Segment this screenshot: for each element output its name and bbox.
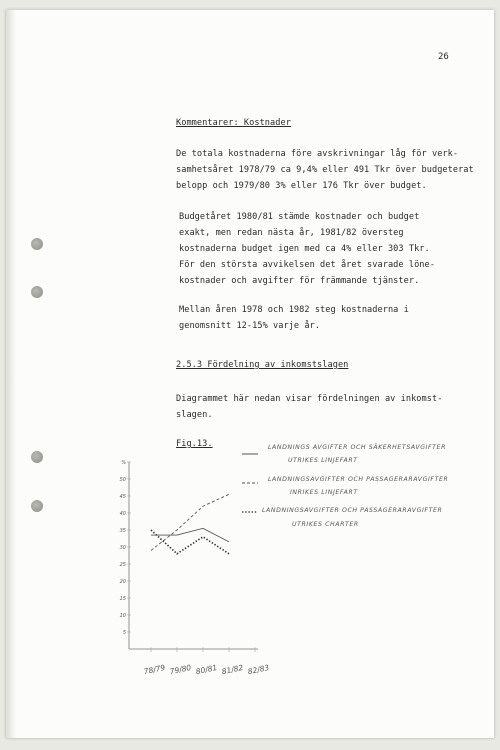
para3-line: Mellan åren 1978 och 1982 steg kostnaderna i xyxy=(179,305,409,315)
x-tick-label: 79/80 xyxy=(168,662,192,677)
y-tick-label: 5 xyxy=(122,630,126,636)
x-tick-label: 80/81 xyxy=(194,662,218,677)
x-tick-label: 81/82 xyxy=(220,662,244,677)
para1-line: samhetsåret 1978/79 ca 9,4% eller 491 Tkr över budgeterat xyxy=(176,165,474,175)
legend-solid-line1: LANDNINGS AVGIFTER OCH SÄKERHETSAVGIFTER xyxy=(268,444,446,451)
para2-line: exakt, men redan nästa år, 1981/82 översteg xyxy=(179,228,404,238)
para3-line: genomsnitt 12-15% varje år. xyxy=(179,321,321,331)
series-line-dashed xyxy=(151,494,229,550)
x-tick-label: 78/79 xyxy=(142,662,166,677)
para2-line: Budgetåret 1980/81 stämde kostnader och budget xyxy=(179,212,420,222)
y-tick-label: 15 xyxy=(119,596,126,602)
y-tick-label: 50 xyxy=(119,477,126,483)
section-heading: 2.5.3 Fördelning av inkomstslagen xyxy=(176,360,349,370)
y-tick-label: 40 xyxy=(119,511,126,517)
legend-dashed-line2: INRIKES LINJEFART xyxy=(290,489,358,496)
y-tick-label: 20 xyxy=(119,579,126,585)
y-tick-label: 25 xyxy=(119,562,126,568)
y-tick-label: 45 xyxy=(119,494,126,500)
para2-line: kostnader och avgifter för främmande tjänster. xyxy=(179,276,420,286)
para1-line: De totala kostnaderna före avskrivningar låg för verk- xyxy=(176,149,459,159)
series-line-dotted xyxy=(151,530,229,554)
y-tick-label: 30 xyxy=(119,545,126,551)
heading-kostnader: Kommentarer: Kostnader xyxy=(176,118,291,128)
para4-line: Diagrammet här nedan visar fördelningen av inkomst- xyxy=(176,394,443,404)
y-tick-label: % xyxy=(121,460,126,466)
series-line-solid xyxy=(151,528,229,542)
para2-line: kostnaderna budget igen med ca 4% eller 303 Tkr. xyxy=(179,244,430,254)
para1-line: belopp och 1979/80 3% eller 176 Tkr över budget. xyxy=(176,181,427,191)
y-tick-label: 35 xyxy=(119,528,126,534)
figure-label: Fig.13. xyxy=(176,439,213,449)
x-tick-label: 82/83 xyxy=(246,662,270,677)
y-tick-label: 10 xyxy=(119,613,126,619)
legend-dotted-line2: UTRIKES CHARTER xyxy=(292,521,359,528)
page-number: 26 xyxy=(438,52,449,62)
legend-dashed-line1: LANDNINGSAVGIFTER OCH PASSAGERARAVGIFTER xyxy=(268,476,449,483)
para2-line: För den största avvikelsen det året svarade löne- xyxy=(179,260,435,270)
legend-dotted-line1: LANDNINGSAVGIFTER OCH PASSAGERARAVGIFTER xyxy=(262,507,443,514)
legend-solid-line2: UTRIKES LINJEFART xyxy=(288,457,358,464)
para4-line: slagen. xyxy=(176,410,213,420)
